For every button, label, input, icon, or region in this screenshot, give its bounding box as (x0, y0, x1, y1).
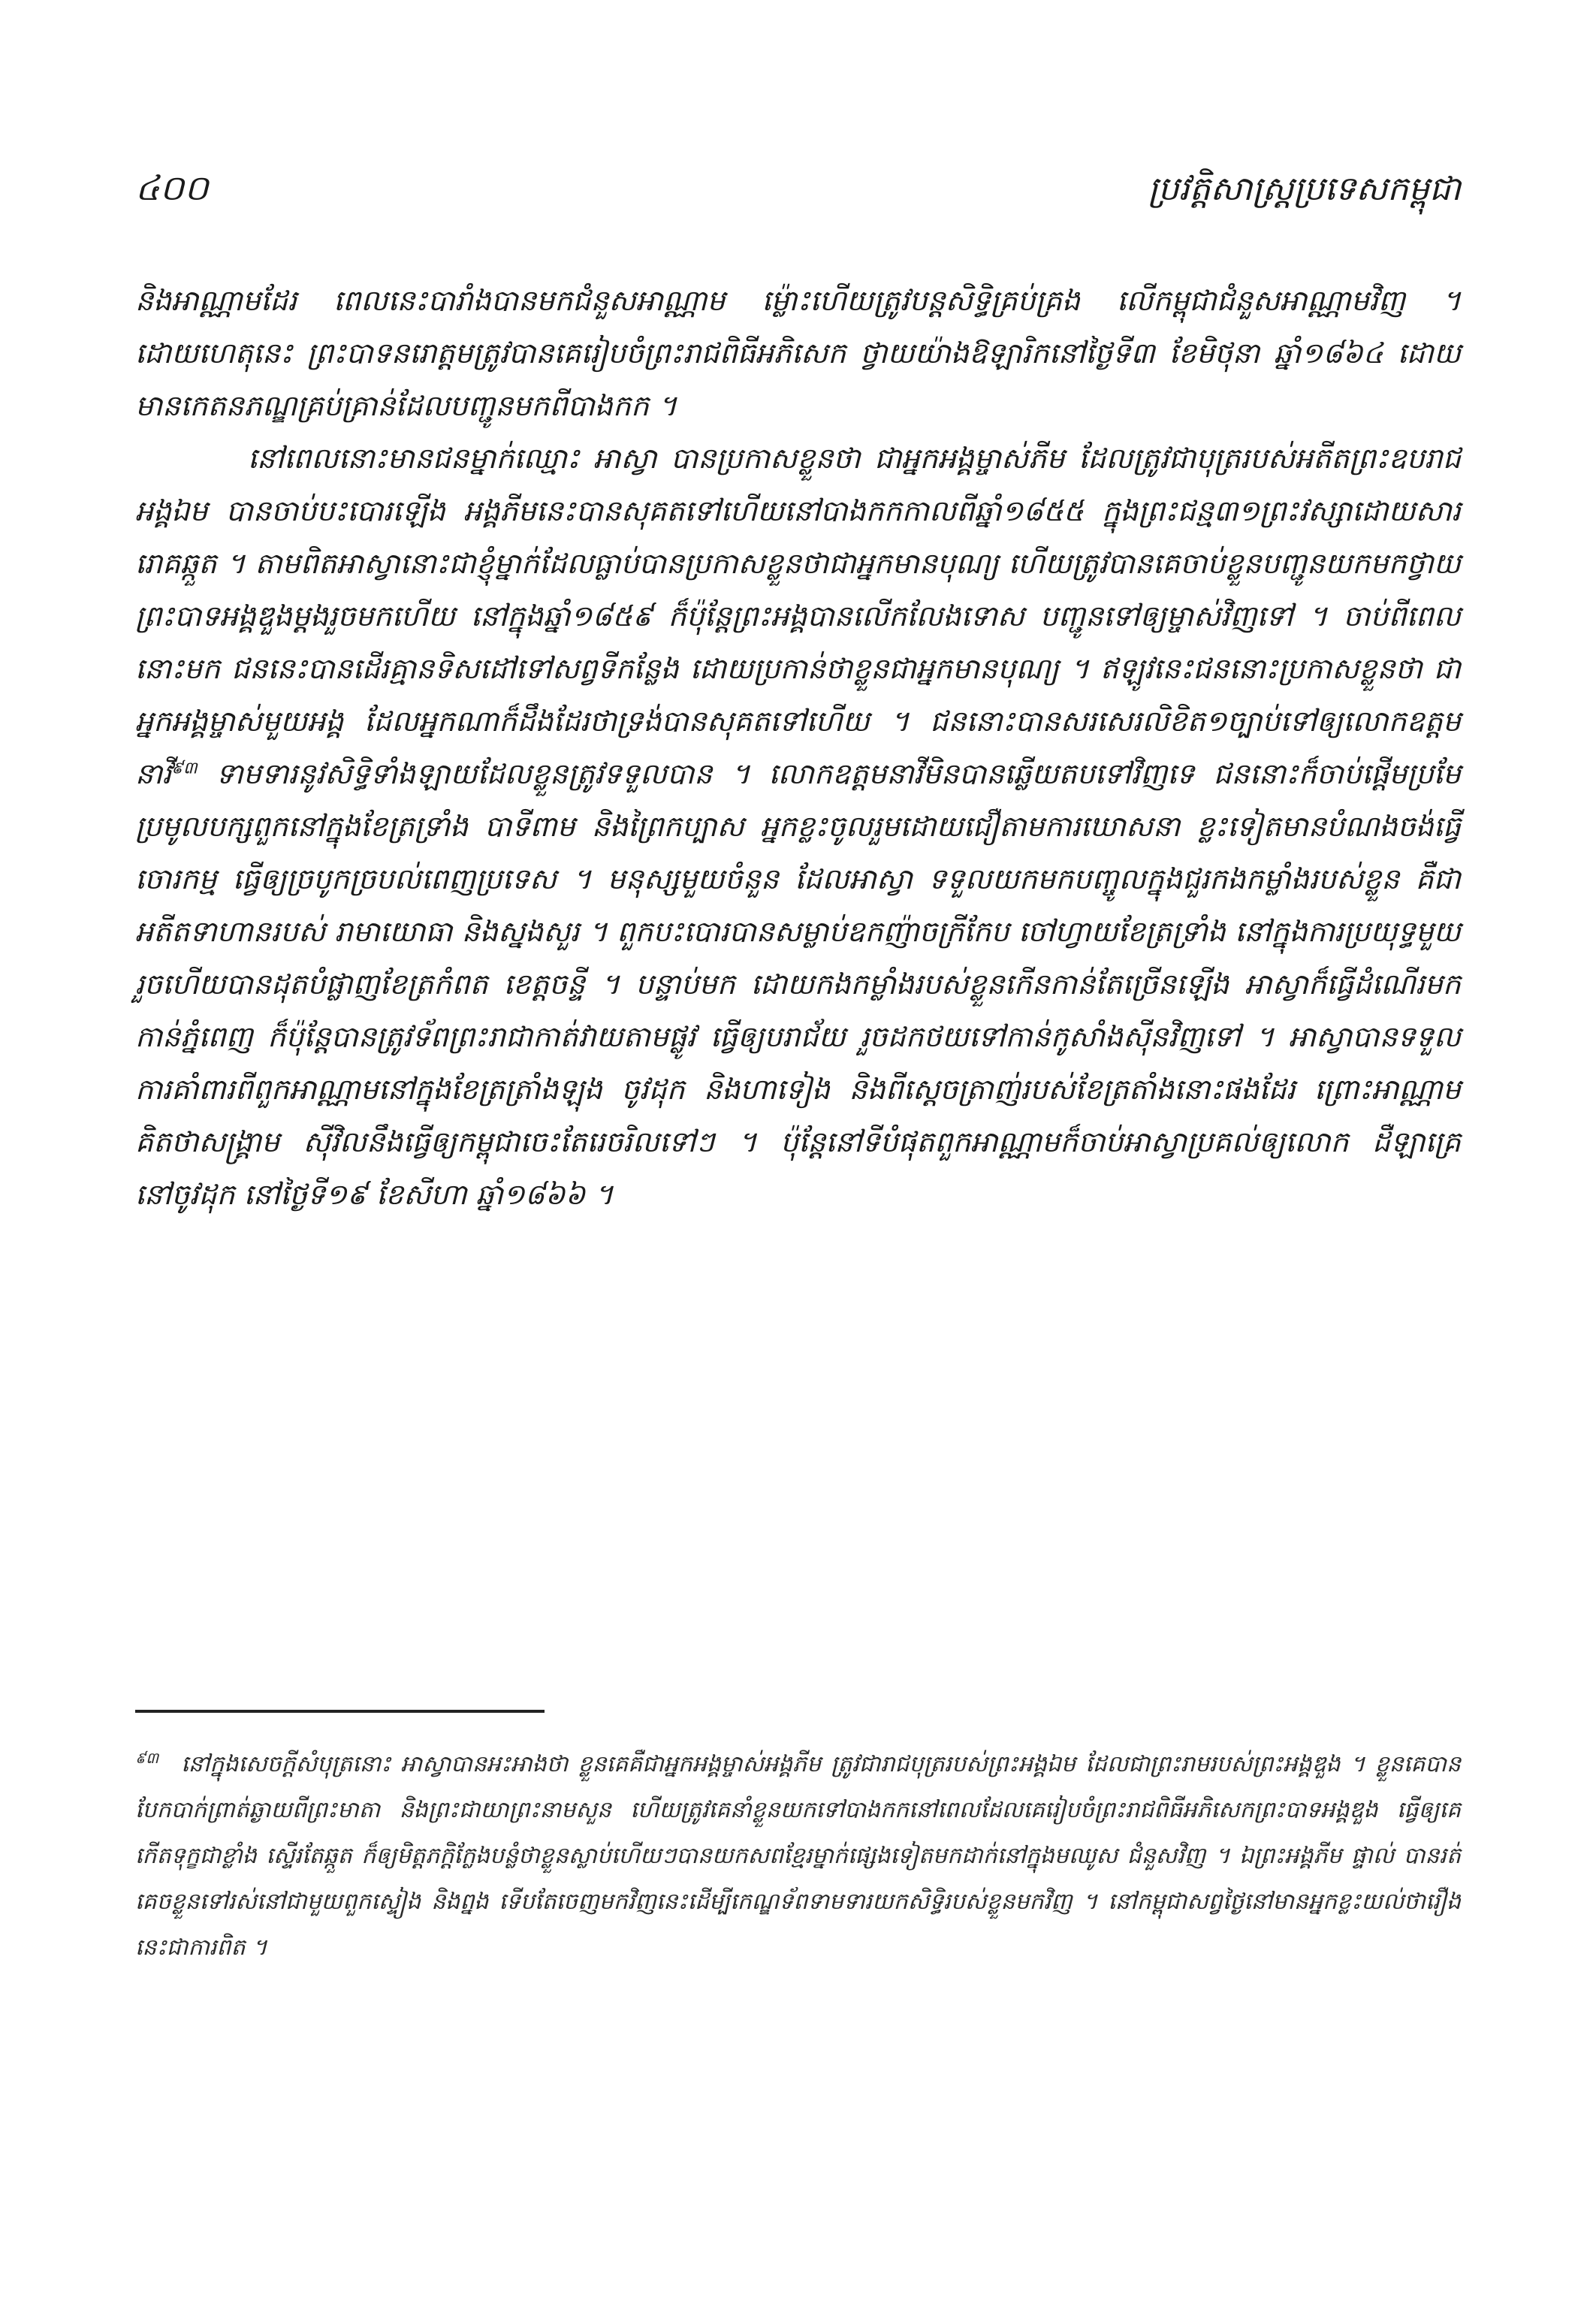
footnote-marker: ៩៣ (135, 1749, 159, 1767)
paragraph-asva-part-1: នៅពេលនោះមានជនម្នាក់ឈ្មោះ អាស្វា បានប្រកាសខ្លួនថា ជាអ្នកអង្គម្ចាស់ភីម ដែលត្រូវជាបុត្ររបស់អតីតព្រះឧបរាជអង្គឯម បានចាប់បះបោរឡើង អង្គភីមនេះបានសុគតទៅហើយនៅបាងកកកាលពីឆ្នាំ១៨៥៥ ក្នុងព្រះជន្ម៣១ព្រះវស្សាដោយសាររោគឆ្កួត ។ តាមពិតអាស្វានោះជាខ្ញុំម្នាក់ដែលធ្លាប់បានប្រកាសខ្លួនថាជាអ្នកមានបុណ្យ ហើយត្រូវបានគេចាប់ខ្លួនបញ្ជូនយកមកថ្វាយព្រះបាទអង្គឌួងម្តងរួចមកហើយ នៅក្នុងឆ្នាំ១៨៥៩ ក៏ប៉ុន្តែព្រះអង្គបានលើកលែងទោស បញ្ជូនទៅឲ្យម្ចាស់វិញទៅ ។ ចាប់ពីពេលនោះមក ជននេះបានដើរគ្មានទិសដៅទៅសព្វទីកន្លែង ដោយប្រកាន់ថាខ្លួនជាអ្នកមានបុណ្យ ។ ឥឡូវនេះជននោះប្រកាសខ្លួនថា ជាអ្នកអង្គម្ចាស់មួយអង្គ ដែលអ្នកណាក៏ដឹងដែរថាទ្រង់បានសុគតទៅហើយ ។ ជននោះបានសរសេរលិខិត១ច្បាប់ទៅឲ្យលោកឧត្តមនាវី (135, 442, 1461, 790)
book-title: ប្រវត្តិសាស្ត្រប្រទេសកម្ពុជា (1148, 170, 1461, 208)
footnote-text: នៅក្នុងសេចក្តីសំបុត្រនោះ អាស្វាបានអះអាងថា ខ្លួនគេគឺជាអ្នកអង្គម្ចាស់អង្គភីម ត្រូវជារាជបុត្ររបស់ព្រះអង្គឯម ដែលជាព្រះរាមរបស់ព្រះអង្គឌួង ។ ខ្លួនគេបានបែកបាក់ព្រាត់ឆ្ងាយពីព្រះមាតា និងព្រះជាយាព្រះនាមសួន ហើយត្រូវគេនាំខ្លួនយកទៅបាងកកនៅពេលដែលគេរៀបចំព្រះរាជពិធីអភិសេកព្រះបាទអង្គឌួង ធ្វើឲ្យគេកើតទុក្ខជាខ្លាំង ស្ទើរតែឆ្កួត ក៏ឲ្យមិត្តភក្តិក្លែងបន្លំថាខ្លួនស្លាប់ហើយៗបានយកសពខ្មែរម្នាក់ផ្សេងទៀតមកដាក់នៅក្នុងមឈូស ជំនួសវិញ ។ ឯព្រះអង្គភីម ផ្ទាល់ បានរត់គេចខ្លួនទៅរស់នៅជាមួយពួកស្ទៀង និងព្នង ទើបតែចេញមកវិញនេះដើម្បីកេណ្ឌទ័ពទាមទារយកសិទ្ធិរបស់ខ្លួនមកវិញ ។ នៅកម្ពុជាសព្វថ្ងៃនៅមានអ្នកខ្លះយល់ថារឿងនេះជាការពិត ។ (135, 1751, 1462, 1961)
footnote-93 (135, 1741, 1461, 1970)
running-head (135, 162, 1461, 214)
paragraph-asva-part-2: ទាមទារនូវសិទ្ធិទាំងឡាយដែលខ្លួនត្រូវទទួលបាន ។ លោកឧត្តមនាវីមិនបានឆ្លើយតបទៅវិញទេ ជននោះក៏ចាប់ផ្តើមប្រមែប្រមូលបក្សពួកនៅក្នុងខែត្រទ្រាំង បាទីពាម និងព្រៃកប្បាស អ្នកខ្លះចូលរួមដោយជឿតាមការឃោសនា ខ្លះទៀតមានបំណងចង់ធ្វើចោរកម្ម ធ្វើឲ្យច្របូកច្របល់ពេញប្រទេស ។ មនុស្សមួយចំនួន ដែលអាស្វា ទទួលយកមកបញ្ចូលក្នុងជួរកងកម្លាំងរបស់ខ្លួន គឺជាអតីតទាហានរបស់ រាមាយោធា និងស្នងសួរ ។ ពួកបះបោរបានសម្លាប់ឧកញ៉ាចក្រីកែប ចៅហ្វាយខែត្រទ្រាំង នៅក្នុងការប្រយុទ្ធមួយ រួចហើយបានដុតបំផ្លាញខែត្រកំពត ខេត្តចន្ទី ។ បន្ទាប់មក ដោយកងកម្លាំងរបស់ខ្លួនកើនកាន់តែច្រើនឡើង អាស្វាក៏ធ្វើដំណើរមកកាន់ភ្នំពេញ ក៏ប៉ុន្តែបានត្រូវទ័ពព្រះរាជាកាត់វាយតាមផ្លូវ ធ្វើឲ្យបរាជ័យ រួចដកថយទៅកាន់កូសាំងស៊ីនវិញទៅ ។ អាស្វាបានទទួលការគាំពារពីពួកអាណ្ណាមនៅក្នុងខែត្រត្រាំងឡុង ចូវដុក និងហាទៀង និងពីស្តេចត្រាញ់របស់ខែត្រតាំងនោះផងដែរ ព្រោះអាណ្ណាមគិតថាសង្គ្រាម ស៊ីវិលនឹងធ្វើឲ្យកម្ពុជាចេះតែរេចរិលទៅៗ ។ ប៉ុន្តែនៅទីបំផុតពួកអាណ្ណាមក៏ចាប់អាស្វាប្រគល់ឲ្យលោក ដឺឡាគ្រេ នៅចូវដុក នៅថ្ងៃទី១៩ ខែសីហា ឆ្នាំ១៨៦៦ ។ (135, 757, 1461, 1211)
main-text (135, 274, 1461, 1221)
page-number: ៤០០ (135, 168, 209, 208)
footnote-reference[interactable]: ៩៣ (171, 759, 198, 778)
paragraph-asva (135, 432, 1461, 1221)
footnote-separator (135, 1710, 545, 1713)
footnotes (135, 1741, 1461, 1970)
paragraph-continued: និងអាណ្ណាមដែរ ពេលនេះបារាំងបានមកជំនួសអាណ្ណាម ម្ល៉ោះហើយត្រូវបន្តសិទ្ធិគ្រប់គ្រង លើកម្ពុជាជំនួសអាណ្ណាមវិញ ។ ដោយហេតុនេះ ព្រះបាទនរោត្តមត្រូវបានគេរៀបចំព្រះរាជពិធីអភិសេក ថ្វាយយ៉ាងឱឡារិកនៅថ្ងៃទី៣ ខែមិថុនា ឆ្នាំ១៨៦៤ ដោយមានកេតនភណ្ឌគ្រប់គ្រាន់ដែលបញ្ជូនមកពីបាងកក ។ (135, 284, 1461, 422)
